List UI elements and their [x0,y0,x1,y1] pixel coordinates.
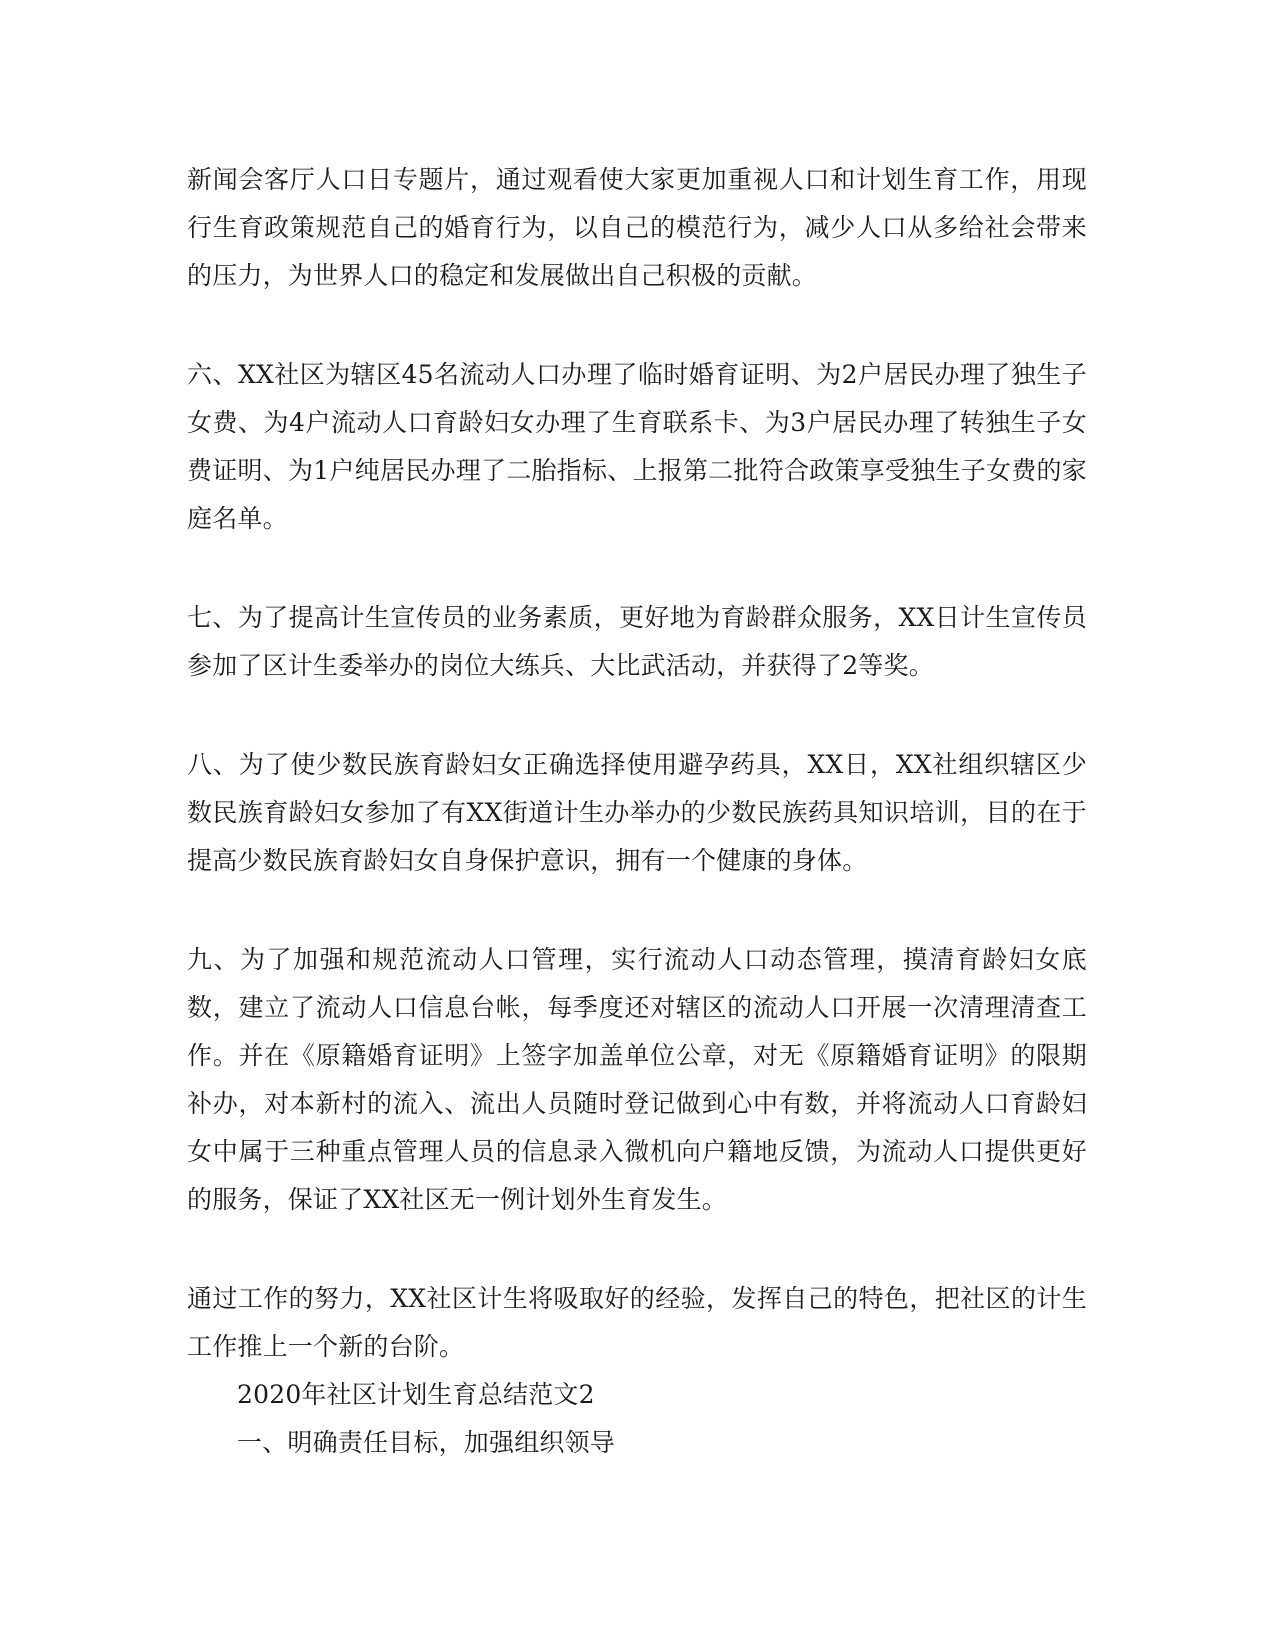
paragraph-item-six: 六、XX社区为辖区45名流动人口办理了临时婚育证明、为2户居民办理了独生子女费、为4户流动人口育龄妇女办理了生育联系卡、为3户居民办理了转独生子女费证明、为1户纯居民办理了二胎指标、上报第二批符合政策享受独生子女费的家庭名单。 [187,360,1087,533]
document-body [187,156,1087,1467]
paragraph-population-day: 新闻会客厅人口日专题片，通过观看使大家更加重视人口和计划生育工作，用现行生育政策规范自己的婚育行为，以自己的模范行为，减少人口从多给社会带来的压力，为世界人口的稳定和发展做出自己积极的贡献。 [187,165,1087,290]
paragraph-item-seven: 七、为了提高计生宣传员的业务素质，更好地为育龄群众服务，XX日计生宣传员参加了区计生委举办的岗位大练兵、大比武活动，并获得了2等奖。 [187,603,1087,680]
paragraph-conclusion: 通过工作的努力，XX社区计生将吸取好的经验，发挥自己的特色，把社区的计生工作推上一个新的台阶。 [187,1284,1087,1361]
paragraph-item-eight: 八、为了使少数民族育龄妇女正确选择使用避孕药具，XX日，XX社组织辖区少数民族育龄妇女参加了有XX街道计生办举办的少数民族药具知识培训，目的在于提高少数民族育龄妇女自身保护意识，拥有一个健康的身体。 [187,750,1087,875]
section-title: 2020年社区计划生育总结范文2 [237,1380,595,1409]
paragraph-item-nine: 九、为了加强和规范流动人口管理，实行流动人口动态管理，摸清育龄妇女底数，建立了流动人口信息台帐，每季度还对辖区的流动人口开展一次清理清查工作。并在《原籍婚育证明》上签字加盖单位公章，对无《原籍婚育证明》的限期补办，对本新村的流入、流出人员随时登记做到心中有数，并将流动人口育龄妇女中属于三种重点管理人员的信息录入微机向户籍地反馈，为流动人口提供更好的服务，保证了XX社区无一例计划外生育发生。 [187,945,1087,1214]
section-heading: 一、明确责任目标，加强组织领导 [237,1428,616,1457]
